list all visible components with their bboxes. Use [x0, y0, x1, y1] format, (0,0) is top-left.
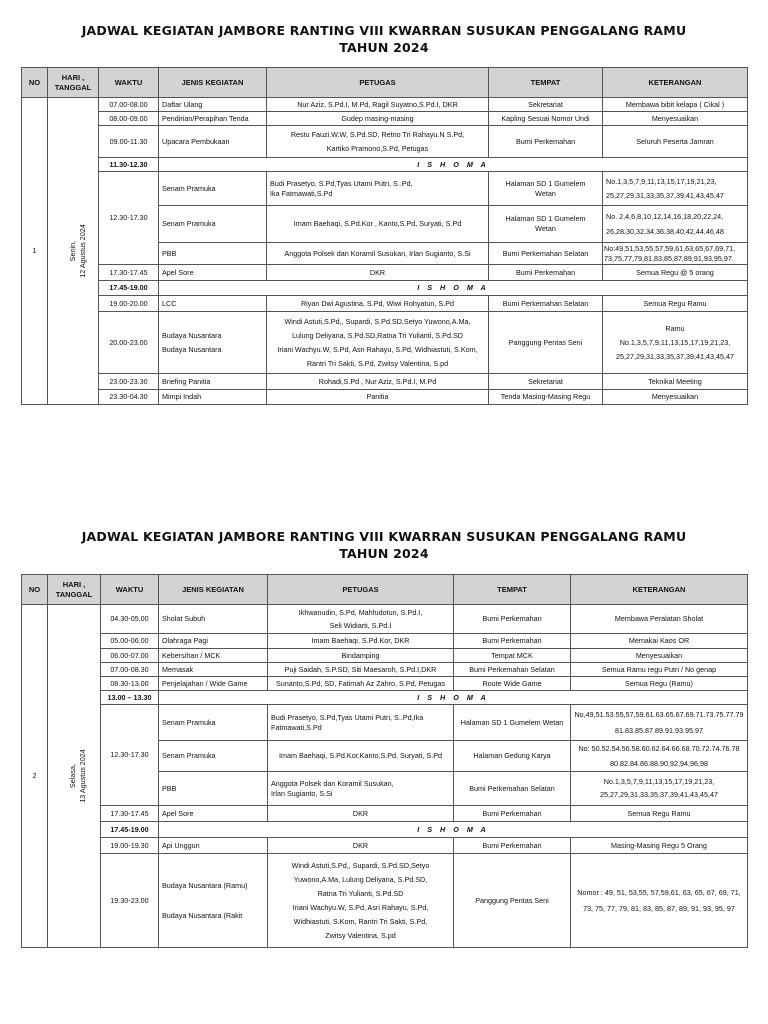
day-date-label [68, 749, 88, 803]
keterangan-cell: Membawa bibit kelapa ( Cikal ) [603, 98, 748, 112]
kegiatan-cell: Senam Pramuka [159, 172, 267, 206]
petugas-line: Seli Widiarti, S.Pd.I [329, 620, 392, 630]
table-row [22, 126, 748, 158]
ishoma-row [22, 691, 748, 705]
keterangan-cell: Semua Regu Ramu [571, 806, 748, 822]
title-line-2: TAHUN 2024 [339, 40, 429, 55]
kegiatan-cell: Olahraga Pagi [159, 634, 268, 649]
keterangan-line: 73,75,77,79,81,83,85,87,89,91,93,95,97. [604, 253, 734, 263]
table-row [22, 634, 748, 649]
petugas-cell [268, 854, 454, 948]
petugas-line: Yuwono,A.Ma, Lulung Deliyana, S.Pd.SD, [293, 874, 428, 884]
petugas-cell [267, 312, 489, 374]
waktu-cell: 19.00-19.30 [101, 838, 159, 854]
table-row [22, 296, 748, 312]
header-keterangan: KETERANGAN [571, 575, 748, 605]
petugas-line: Windi Astuti,S.Pd,, Supardi, S.Pd.SD,Setyo Yuwono,A.Ma, [284, 316, 471, 326]
petugas-line: Ratna Tri Yulianti, S.Pd.SD [317, 888, 404, 898]
waktu-cell: 07.00-08.00 [99, 98, 159, 112]
header-petugas: PETUGAS [268, 575, 454, 605]
petugas-cell: Bindamping [268, 649, 454, 663]
header-hari-tanggal: HARI , TANGGAL [48, 68, 99, 98]
tempat-cell: Bumi Perkemahan [454, 634, 571, 649]
petugas-cell: Rohadi,S.Pd , Nur Aziz, S.Pd.I, M.Pd [267, 374, 489, 390]
header-row [22, 575, 748, 605]
table-row [22, 390, 748, 405]
waktu-cell: 19.30-23.00 [101, 854, 159, 948]
table-row [22, 265, 748, 281]
date-text: 12 Agustus 2024 [77, 224, 87, 278]
keterangan-line: No:49,51,53,55,57,59,61,63,65,67,69,71, [604, 243, 736, 253]
row-number: 1 [22, 98, 48, 405]
keterangan-line: No. 2,4,6,8,10,12,14,16,18,20,22,24, [606, 211, 724, 221]
tempat-cell: Halaman SD 1 Gumelem Wetan [454, 705, 571, 741]
table-row [22, 312, 748, 374]
tempat-cell: Bumi Perkemahan Selatan [489, 296, 603, 312]
waktu-cell: 17.45-19.00 [99, 281, 159, 296]
petugas-cell: Gudep masing-masing [267, 112, 489, 126]
petugas-cell: Sunanto,S.Pd, SD, Fatimah Az Zahro, S.Pd, Petugas [268, 677, 454, 691]
tempat-cell [489, 172, 603, 206]
day-date-cell [48, 98, 99, 405]
keterangan-cell [571, 854, 748, 948]
kegiatan-line: Budaya Nusantara (Rakit [162, 910, 243, 920]
petugas-line: Fatmawati,S.Pd [271, 722, 322, 732]
petugas-cell [268, 772, 454, 806]
keterangan-cell: Semua Regu @ 5 orang [603, 265, 748, 281]
kegiatan-cell: Sholat Subuh [159, 605, 268, 634]
petugas-line: Ika Fatmawati,S.Pd [270, 188, 333, 198]
petugas-cell: Imam Baehaqi, S.Pd.Kor,Kanto,S.Pd, Suryati, S.Pd [268, 741, 454, 772]
ishoma-label: I S H O M A [159, 158, 748, 172]
tempat-cell: Bumi Perkemahan Selatan [489, 243, 603, 265]
keterangan-line: No,49,51.53.55,57,59.61.63.65.67.69.71.73.75.77.79 [574, 709, 744, 719]
petugas-cell [268, 605, 454, 634]
title-line-1: JADWAL KEGIATAN JAMBORE RANTING VIII KWARRAN SUSUKAN PENGGALANG RAMU [81, 23, 687, 38]
keterangan-cell: Semua Ramu regu Putri / No genap [571, 663, 748, 677]
tempat-cell: Halaman Gedung Karya [454, 741, 571, 772]
tempat-cell: Tempat MCK [454, 649, 571, 663]
keterangan-line: No.1,3,5,7,9,11,13,15,17,19,21,23, [606, 176, 717, 186]
waktu-cell: 19.00-20.00 [99, 296, 159, 312]
petugas-cell: Imam Baehaqi, S.Pd.Kor, DKR [268, 634, 454, 649]
waktu-cell: 17.30-17.45 [101, 806, 159, 822]
petugas-cell [268, 705, 454, 741]
petugas-cell: DKR [268, 838, 454, 854]
petugas-line: Rantri Tri Sakti, S.Pd, Zwitsy Valentina, S.pd [306, 358, 449, 368]
kegiatan-cell: Apel Sore [159, 265, 267, 281]
petugas-cell: Imam Baehaqi, S.Pd.Kor , Kanto,S.Pd, Suryati, S.Pd [267, 206, 489, 243]
petugas-cell: Riyan Dwi Agustina, S.Pd, Wiwi Rohyatun, S.Pd [267, 296, 489, 312]
table-row [22, 677, 748, 691]
keterangan-line: 73, 75, 77, 79, 81, 83, 85, 87, 89, 91, 93, 95, 97 [583, 903, 735, 913]
petugas-cell: Anggota Polsek dan Koramil Susukan, Irlan Sugianto, S.Si [267, 243, 489, 265]
ishoma-label: I S H O M A [159, 691, 748, 705]
keterangan-cell: Seluruh Peserta Jamran [603, 126, 748, 158]
header-jenis-kegiatan: JENIS KEGIATAN [159, 68, 267, 98]
keterangan-line: 81.83.85.87.89.91.93.95.97 [615, 725, 703, 735]
kegiatan-cell: PBB [159, 243, 267, 265]
petugas-cell [267, 172, 489, 206]
kegiatan-cell: Memasak [159, 663, 268, 677]
waktu-cell: 09.00-11.30 [99, 126, 159, 158]
keterangan-cell: Membawa Peralatan Sholat [571, 605, 748, 634]
keterangan-cell [603, 206, 748, 243]
ishoma-label: I S H O M A [159, 822, 748, 838]
petugas-line: Budi Prasetyo, S.Pd,Tyas Utami Putri, S..Pd,Ika [271, 712, 424, 722]
tempat-line: Wetan [535, 224, 556, 233]
header-petugas: PETUGAS [267, 68, 489, 98]
table-row [22, 705, 748, 741]
kegiatan-cell: LCC [159, 296, 267, 312]
table-row [22, 112, 748, 126]
tempat-cell: Kapling Sesuai Nomor Undi [489, 112, 603, 126]
ishoma-row [22, 281, 748, 296]
tempat-line: Wetan [535, 188, 556, 198]
day-name: Senin, [67, 240, 77, 262]
kegiatan-cell: Pendirian/Perapihan Tenda [159, 112, 267, 126]
document-title [0, 22, 768, 56]
keterangan-cell: Teknikal Meeting [603, 374, 748, 390]
waktu-cell: 17.30-17.45 [99, 265, 159, 281]
keterangan-line: Nomor : 49, 51, 53,55, 57,59,61, 63, 65, 67, 69, 71, [577, 887, 741, 897]
schedule-table [21, 67, 748, 405]
kegiatan-cell: Api Unggun [159, 838, 268, 854]
table-row [22, 854, 748, 948]
petugas-cell: Nur Aziz, S.Pd.I, M.Pd, Ragil Suyatno,S.Pd.I, DKR [267, 98, 489, 112]
keterangan-line: No.1,3,5,7,9,11,13,15,17,19,21,23, [603, 777, 715, 786]
tempat-cell: Bumi Perkemahan [454, 806, 571, 822]
day-date-label [68, 224, 88, 278]
petugas-line: Iriani Wachyu.W, S.Pd, Asri Rahayu, S.Pd, [292, 902, 429, 912]
header-jenis-kegiatan: JENIS KEGIATAN [159, 575, 268, 605]
tempat-cell: Sekretariat [489, 98, 603, 112]
waktu-cell: 20.00-23.00 [99, 312, 159, 374]
kegiatan-cell: Senam Pramuka [159, 705, 268, 741]
keterangan-line: 80.82.84.86.88,90,92,94,96,98 [610, 758, 708, 768]
tempat-cell: Bumi Perkemahan [489, 126, 603, 158]
waktu-cell: 23.00-23.30 [99, 374, 159, 390]
keterangan-line: No: 50.52.54.56.58.60.62.64.66.68.70.72.74.76.78 [578, 743, 740, 753]
schedule-table [21, 574, 748, 948]
keterangan-cell [603, 312, 748, 374]
header-tempat: TEMPAT [489, 68, 603, 98]
waktu-cell: 06.00-07.00 [101, 649, 159, 663]
keterangan-line: Ramu [665, 323, 685, 333]
waktu-cell: 17.45-19.00 [101, 822, 159, 838]
day-name: Selasa, [67, 764, 77, 788]
keterangan-cell: Masing-Masing Regu 5 Orang [571, 838, 748, 854]
keterangan-cell: Menyesuaikan [603, 112, 748, 126]
keterangan-cell: Menyesuaikan [603, 390, 748, 405]
tempat-cell: Panggung Pentas Seni [454, 854, 571, 948]
document-title [0, 528, 768, 562]
waktu-cell: 08.00-09.00 [99, 112, 159, 126]
tempat-cell: Bumi Perkemahan Selatan [454, 663, 571, 677]
table-row [22, 663, 748, 677]
kegiatan-cell: Senam Pramuka [159, 741, 268, 772]
header-waktu: WAKTU [99, 68, 159, 98]
waktu-cell: 13.00 – 13.30 [101, 691, 159, 705]
keterangan-line: 25,27,29,31,33,35,37,39,41,43,45,47 [606, 190, 724, 200]
date-text: 13 Agustus 2024 [77, 749, 87, 803]
keterangan-cell [603, 172, 748, 206]
waktu-cell: 12.30-17.30 [99, 172, 159, 265]
kegiatan-cell: Senam Pramuka [159, 206, 267, 243]
petugas-line: Windi Astuti,S.Pd,, Supardi, S.Pd.SD,Setyo [291, 860, 430, 870]
petugas-line: Restu Fauzi.W.W, S.Pd.SD, Retno Tri Rahayu.N S.Pd, [290, 129, 465, 139]
table-row [22, 98, 748, 112]
ishoma-row [22, 822, 748, 838]
petugas-line: Lulung Deliyana, S.Pd.SD,Ratna Tri Yulianti, S.Pd.SD [292, 330, 463, 340]
title-line-2: TAHUN 2024 [339, 546, 429, 561]
tempat-line: Halaman SD 1 Gumelem [505, 178, 586, 188]
petugas-line: Zwitsy Valentina, S.pd [325, 930, 396, 940]
keterangan-line: No.1,3,5,7,9,11,13,15,17,19,21,23, [619, 337, 731, 347]
petugas-line: Irlan Sugianto, S.Si [271, 788, 333, 798]
kegiatan-line: Budaya Nusantara [162, 330, 222, 340]
waktu-cell: 05.00-06.00 [101, 634, 159, 649]
title-line-1: JADWAL KEGIATAN JAMBORE RANTING VIII KWARRAN SUSUKAN PENGGALANG RAMU [81, 529, 687, 544]
kegiatan-cell: Kebersihan / MCK [159, 649, 268, 663]
header-hari-tanggal: HARI , TANGGAL [48, 575, 101, 605]
keterangan-cell: Memakai Kaos OR [571, 634, 748, 649]
petugas-line: Iriani Wachyu.W, S.Pd, Asri Rahayu, S.Pd, Widhiastuti, S.Kom, [277, 344, 478, 354]
tempat-cell: Bumi Perkemahan Selatan [454, 772, 571, 806]
petugas-cell: Panitia [267, 390, 489, 405]
day-date-cell [48, 605, 101, 948]
keterangan-cell [603, 243, 748, 265]
tempat-cell [489, 206, 603, 243]
keterangan-cell: Semua Regu (Ramu) [571, 677, 748, 691]
keterangan-line: 26,28,30,32,34,36,38,40,42,44,46,48 [606, 226, 724, 236]
table-row [22, 172, 748, 206]
keterangan-cell [571, 741, 748, 772]
waktu-cell: 04.30-05.00 [101, 605, 159, 634]
table-row [22, 605, 748, 634]
ishoma-row [22, 158, 748, 172]
kegiatan-cell: Daftar Ulang [159, 98, 267, 112]
petugas-cell: Puji Saidah, S.P.SD, Siti Maesaroh, S.Pd.I,DKR [268, 663, 454, 677]
header-keterangan: KETERANGAN [603, 68, 748, 98]
petugas-cell: DKR [268, 806, 454, 822]
kegiatan-cell: Mimpi Indah [159, 390, 267, 405]
kegiatan-line: Budaya Nusantara (Ramu) [162, 880, 248, 890]
keterangan-line: 25,27,29,31,33,35,37,39,41,43,45,47 [616, 351, 734, 361]
tempat-line: Halaman SD 1 Gumelem [505, 214, 586, 223]
keterangan-cell: Menyesuaikan [571, 649, 748, 663]
petugas-line: Anggota Polsek dan Koramil Susukan, [271, 778, 394, 788]
waktu-cell: 23.30-04.30 [99, 390, 159, 405]
header-tempat: TEMPAT [454, 575, 571, 605]
tempat-cell: Bumi Perkemahan [489, 265, 603, 281]
keterangan-line: 25,27,29,31,33,35,37,39,41,43,45,47 [600, 790, 718, 799]
tempat-cell: Route Wide Game [454, 677, 571, 691]
waktu-cell: 11.30-12.30 [99, 158, 159, 172]
petugas-line: Widhiastuti, S.Kom, Rantri Tri Sakti, S.Pd, [293, 916, 428, 926]
ishoma-label: I S H O M A [159, 281, 748, 296]
keterangan-cell [571, 772, 748, 806]
keterangan-cell: Semua Regu Ramu [603, 296, 748, 312]
table-row [22, 374, 748, 390]
kegiatan-cell: Apel Sore [159, 806, 268, 822]
petugas-cell [267, 126, 489, 158]
table-row [22, 806, 748, 822]
petugas-line: Ikhwanudin, S.Pd, Mahfudotun, S.Pd.I, [298, 607, 423, 617]
table-row [22, 649, 748, 663]
petugas-cell: DKR [267, 265, 489, 281]
tempat-cell: Sekretariat [489, 374, 603, 390]
header-row [22, 68, 748, 98]
table-row [22, 838, 748, 854]
tempat-cell: Panggung Pentas Seni [489, 312, 603, 374]
tempat-cell: Tenda Masing-Masing Regu [489, 390, 603, 405]
header-waktu: WAKTU [101, 575, 159, 605]
kegiatan-cell: PBB [159, 772, 268, 806]
waktu-cell: 08.30-13.00 [101, 677, 159, 691]
tempat-cell: Bumi Perkemahan [454, 605, 571, 634]
header-no: NO [22, 68, 48, 98]
row-number: 2 [22, 605, 48, 948]
petugas-line: Budi Prasetyo, S.Pd,Tyas Utami Putri, S..Pd, [270, 178, 413, 188]
kegiatan-cell: Penjelajahan / Wide Game [159, 677, 268, 691]
keterangan-cell [571, 705, 748, 741]
tempat-cell: Bumi Perkemahan [454, 838, 571, 854]
petugas-line: Kartiko Pramono,S.Pd, Petugas [326, 143, 429, 153]
kegiatan-cell: Upacara Pembukaan [159, 126, 267, 158]
kegiatan-cell [159, 312, 267, 374]
waktu-cell: 12.30-17.30 [101, 705, 159, 806]
kegiatan-cell [159, 854, 268, 948]
header-no: NO [22, 575, 48, 605]
kegiatan-line: Budaya Nusantara [162, 344, 222, 354]
kegiatan-cell: Briefing Panitia [159, 374, 267, 390]
waktu-cell: 07.00-08.30 [101, 663, 159, 677]
